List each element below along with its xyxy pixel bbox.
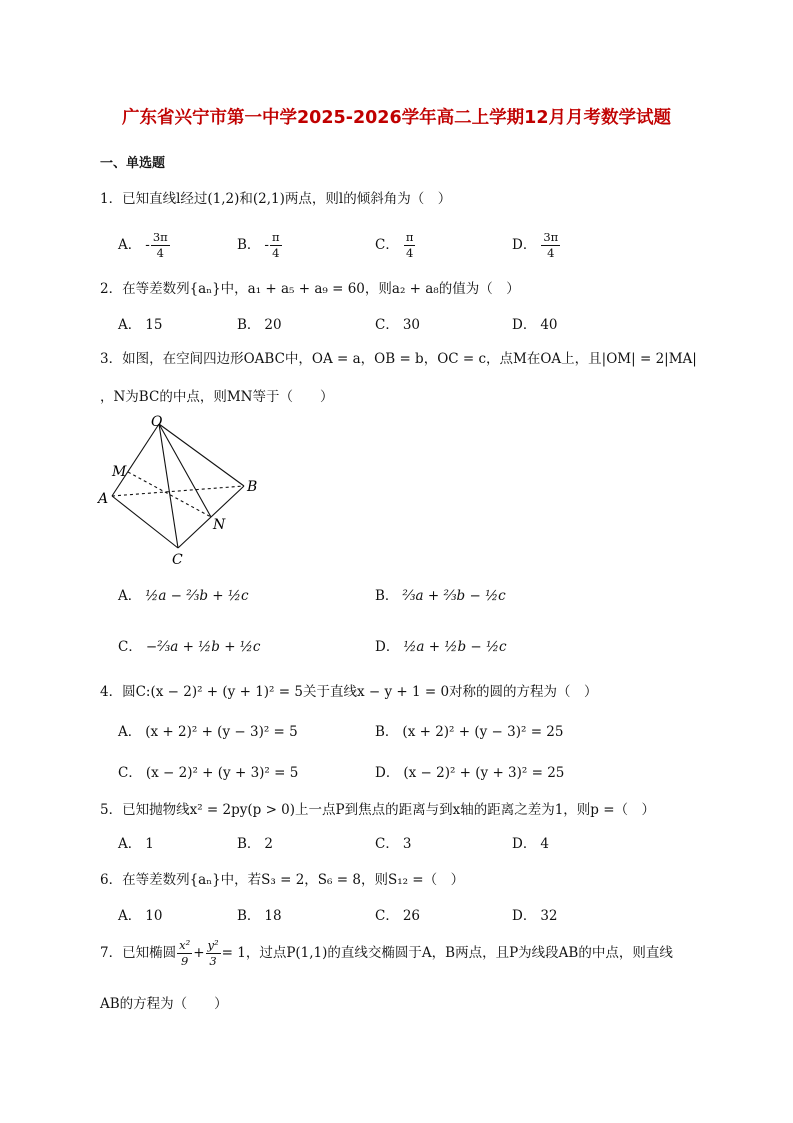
option-text: 18 <box>264 908 282 924</box>
option-key: A． <box>118 908 142 924</box>
q5-stem: 5．已知抛物线x² = 2py(p > 0)上一点P到焦点的距离与到x轴的距离之差为1，则p =（ ） <box>100 802 656 818</box>
option-text: 26 <box>402 908 421 924</box>
label-m: M <box>112 464 127 480</box>
label-c: C <box>172 552 183 568</box>
option-key: C． <box>375 237 399 253</box>
option-key: A． <box>118 317 142 333</box>
option-text: (x + 2)² + (y − 3)² = 25 <box>402 724 564 740</box>
edge-ab-hidden <box>112 486 244 496</box>
q4-option-b[interactable] <box>375 720 564 740</box>
option-fraction <box>404 230 416 261</box>
option-key: D． <box>375 765 400 781</box>
option-key: A． <box>118 588 142 604</box>
option-key: C． <box>118 765 142 781</box>
edge-oa <box>112 424 159 496</box>
option-key: A． <box>118 724 142 740</box>
option-key: B． <box>375 724 399 740</box>
ellipse-y-term <box>206 938 221 969</box>
q5-option-a[interactable] <box>118 832 154 852</box>
option-sign: - <box>264 237 269 253</box>
fraction-denominator: 4 <box>405 246 414 260</box>
option-text: 1 <box>145 836 154 852</box>
option-key: C． <box>375 317 399 333</box>
fraction-denominator: 9 <box>180 954 189 968</box>
option-text: ½a + ½b − ½c <box>403 639 507 655</box>
option-key: A． <box>118 836 142 852</box>
q3-option-c[interactable] <box>118 635 260 655</box>
q1-option-a[interactable] <box>118 230 171 261</box>
option-text: 30 <box>402 317 421 333</box>
fraction-numerator: π <box>271 230 280 244</box>
option-fraction <box>541 230 560 261</box>
q5-option-d[interactable] <box>512 832 549 852</box>
q1-option-b[interactable] <box>237 230 283 261</box>
q7-stem-line2: AB的方程为（ ） <box>100 996 228 1012</box>
fraction-numerator: 3π <box>152 230 168 244</box>
q6-option-d[interactable] <box>512 904 558 924</box>
fraction-numerator: 3π <box>543 230 559 244</box>
q5-option-c[interactable] <box>375 832 411 852</box>
option-text: 2 <box>264 836 274 852</box>
q1-stem: 1．已知直线l经过(1,2)和(2,1)两点，则l的倾斜角为（ ） <box>100 191 452 207</box>
option-key: D． <box>512 836 537 852</box>
q3-option-d[interactable] <box>375 635 507 655</box>
option-text: −⅔a + ½b + ½c <box>145 639 261 655</box>
q6-option-c[interactable] <box>375 904 420 924</box>
option-text: ½a − ⅔b + ½c <box>145 588 249 604</box>
q2-option-d[interactable] <box>512 313 558 333</box>
fraction-denominator: 4 <box>547 246 555 260</box>
option-key: B． <box>237 237 261 253</box>
q7-stem: 7．已知椭圆 $\frac{\text{x²}}{9}$ + $\frac{\text{y²}}{3}$ = 1，过点P(1,1)的直线交椭圆于A，B两点，且P为线段AB的中点，则直线 <box>100 938 673 968</box>
option-text: 20 <box>264 317 282 333</box>
option-key: D． <box>512 317 537 333</box>
ellipse-x-term <box>177 938 192 969</box>
q3-option-a[interactable] <box>118 584 249 604</box>
q2-stem: 2．在等差数列{aₙ}中，a₁ + a₅ + a₉ = 60，则a₂ + a₈的值为（ ） <box>100 281 520 297</box>
label-a: A <box>98 491 109 507</box>
fraction-numerator: π <box>405 230 414 244</box>
edge-oc <box>159 424 178 548</box>
option-key: B． <box>237 317 261 333</box>
option-text: 15 <box>145 317 163 333</box>
option-text: 40 <box>540 317 558 333</box>
option-key: B． <box>237 908 261 924</box>
option-key: B． <box>375 588 399 604</box>
q4-option-d[interactable] <box>375 761 564 781</box>
q4-option-c[interactable] <box>118 761 298 781</box>
tetrahedron-figure <box>96 410 276 570</box>
option-text: ⅔a + ⅔b − ½c <box>402 588 506 604</box>
label-o: O <box>151 414 163 430</box>
label-b: B <box>247 479 258 495</box>
q3-option-b[interactable] <box>375 584 506 604</box>
edge-ac <box>112 496 178 548</box>
option-text: (x − 2)² + (y + 3)² = 25 <box>403 765 565 781</box>
option-key: D． <box>512 908 537 924</box>
q1-option-c[interactable] <box>375 230 416 261</box>
option-key: A． <box>118 237 142 253</box>
section-heading: 一、单选题 <box>100 156 166 171</box>
q6-stem: 6．在等差数列{aₙ}中，若S₃ = 2，S₆ = 8，则S₁₂ =（ ） <box>100 872 465 888</box>
option-sign: - <box>145 237 150 253</box>
option-text: (x − 2)² + (y + 3)² = 5 <box>145 765 299 781</box>
q7-stem-suffix: ，过点P(1,1)的直线交椭圆于A，B两点，且P为线段AB的中点，则直线 <box>245 945 673 961</box>
q7-stem-prefix: 7．已知椭圆 <box>100 945 177 961</box>
fraction-denominator: 4 <box>272 246 280 260</box>
option-text: 32 <box>540 908 558 924</box>
exam-title: 广东省兴宁市第一中学2025-2026学年高二上学期12月月考数学试题 <box>121 108 672 128</box>
option-fraction <box>270 230 282 261</box>
option-key: D． <box>512 237 537 253</box>
segment-on <box>159 424 211 517</box>
fraction-numerator: y² <box>207 938 219 952</box>
fraction-denominator: 4 <box>156 246 164 260</box>
q5-option-b[interactable] <box>237 832 273 852</box>
option-key: D． <box>375 639 400 655</box>
ellipse-rhs: = 1 <box>221 945 246 961</box>
option-text: (x + 2)² + (y − 3)² = 5 <box>145 724 298 740</box>
option-key: C． <box>375 908 399 924</box>
q3-stem-line2: ，N为BC的中点，则MN等于（ ） <box>100 389 334 405</box>
q3-stem-line1: 3．如图，在空间四边形OABC中，OA = a，OB = b，OC = c，点M在OA上，且|OM| = 2|MA| <box>100 351 697 367</box>
q2-option-b[interactable] <box>237 313 282 333</box>
option-text: 3 <box>402 836 412 852</box>
q2-option-c[interactable] <box>375 313 420 333</box>
fraction-denominator: 3 <box>209 954 217 968</box>
option-fraction <box>151 230 170 261</box>
option-key: C． <box>375 836 399 852</box>
option-key: C． <box>118 639 142 655</box>
label-n: N <box>213 517 226 533</box>
q2-option-a[interactable] <box>118 313 162 333</box>
q6-option-a[interactable] <box>118 904 162 924</box>
fraction-numerator: x² <box>179 938 191 952</box>
option-text: 4 <box>540 836 549 852</box>
option-key: B． <box>237 836 261 852</box>
q4-stem: 4．圆C:(x − 2)² + (y + 1)² = 5关于直线x − y + 1 = 0对称的圆的方程为（ ） <box>100 684 598 700</box>
edge-ob <box>159 424 244 486</box>
q4-option-a[interactable] <box>118 720 298 740</box>
option-text: 10 <box>145 908 163 924</box>
q6-option-b[interactable] <box>237 904 282 924</box>
q1-option-d[interactable] <box>512 230 561 261</box>
